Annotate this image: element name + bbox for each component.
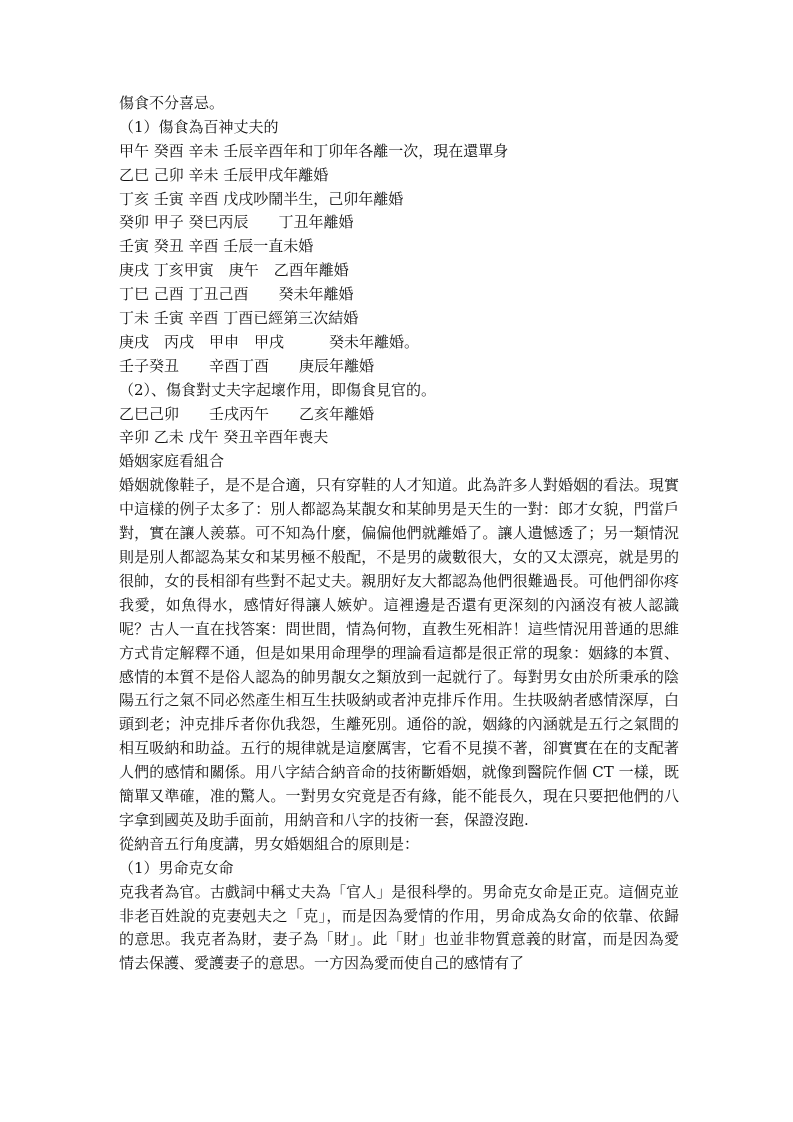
bazi-example-line: 辛卯 乙未 戊午 癸丑辛酉年喪夫 [119, 428, 329, 447]
body-paragraph: 婚姻就像鞋子，是不是合適，只有穿鞋的人才知道。此為許多人對婚姻的看法。現實中這樣的例子太多了：別人都認為某靚女和某帥男是天生的一對：郎才女貌，門當戶對，實在讓人羨慕。可不知為什麼，偏偏他們就離婚了。讓人遺憾透了；另一類情況則是別人都認為某女和某男極不般配，不是男的歲數很大，女的又太漂亮，就是男的很帥，女的長相卻有些對不起丈夫。親朋好友大都認為他們很難過長。可他們卻你疼我愛，如魚得水，感情好得讓人嫉妒。這裡邊是否還有更深刻的內涵沒有被人認識呢？古人一直在找答案：問世間，情為何物，直教生死相許！這些情況用普通的思維方式肯定解釋不通，但是如果用命理學的理論看這都是很正常的現象：姻緣的本質、感情的本質不是俗人認為的帥男靚女之類放到一起就行了。每對男女由於所秉承的陰陽五行之氣不同必然產生相互生扶吸納或者沖克排斥作用。生扶吸納者感情深厚，白頭到老；沖克排斥者你仇我怨，生離死別。通俗的說，姻緣的內涵就是五行之氣間的相互吸納和助益。五行的規律就是這麼厲害，它看不見摸不著，卻實實在在的支配著人們的感情和關係。用八字結合納音命的技術斷婚姻，就像到醫院作個 CT 一樣，既簡單又準確，准的驚人。一對男女究竟是否有緣，能不能長久，現在只要把他們的八字拿到國英及助手面前，用納音和八字的技術一套，保證沒跑. [119, 476, 679, 829]
text-line: 傷食不分喜忌。 [119, 94, 225, 112]
bazi-example-line: 丁未 壬寅 辛酉 丁酉已經第三次結婚 [119, 309, 359, 328]
section-heading: （2）、傷食對丈夫字起壞作用，即傷食見官的。 [119, 380, 437, 399]
bazi-example-line: 丁巳 己酉 丁丑己酉 癸未年離婚 [119, 285, 354, 304]
bazi-example-line: 乙巳己卯 壬戌丙午 乙亥年離婚 [119, 404, 375, 423]
bazi-example-line: 丁亥 壬寅 辛酉 戊戌吵鬧半生，己卯年離婚 [119, 189, 404, 208]
bazi-example-line: 壬子癸丑 辛酉丁酉 庚辰年離婚 [119, 356, 375, 375]
section-heading: （1）男命克女命 [119, 858, 234, 877]
bazi-example-line: 癸卯 甲子 癸巳丙辰 丁丑年離婚 [119, 213, 354, 232]
bazi-example-line: 庚戌 丙戌 甲申 甲戌 癸未年離婚。 [119, 332, 420, 351]
body-paragraph: 克我者為官。古戲詞中稱丈夫為「官人」是很科學的。男命克女命是正克。這個克並非老百姓說的克妻剋夫之「克」，而是因為愛情的作用，男命成為女命的依靠、依歸的意思。我克者為財，妻子為「財」。此「財」也並非物質意義的財富，而是因為愛情去保護、愛護妻子的意思。一方因為愛而使自己的感情有了 [119, 882, 679, 973]
document-body [119, 92, 679, 976]
bazi-example-line: 庚戌 丁亥甲寅 庚午 乙酉年離婚 [119, 261, 349, 280]
text-line: 從納音五行角度講，男女婚姻組合的原則是： [119, 834, 420, 853]
section-title: 婚姻家庭看組合 [119, 452, 225, 471]
bazi-example-line: 壬寅 癸丑 辛酉 壬辰一直未婚 [119, 237, 314, 256]
bazi-example-line: 乙巳 己卯 辛未 壬辰甲戌年離婚 [119, 165, 329, 184]
bazi-example-line: 甲午 癸酉 辛未 壬辰辛酉年和丁卯年各離一次，現在還單身 [119, 141, 509, 160]
section-heading: （1）傷食為百神丈夫的 [119, 117, 279, 136]
